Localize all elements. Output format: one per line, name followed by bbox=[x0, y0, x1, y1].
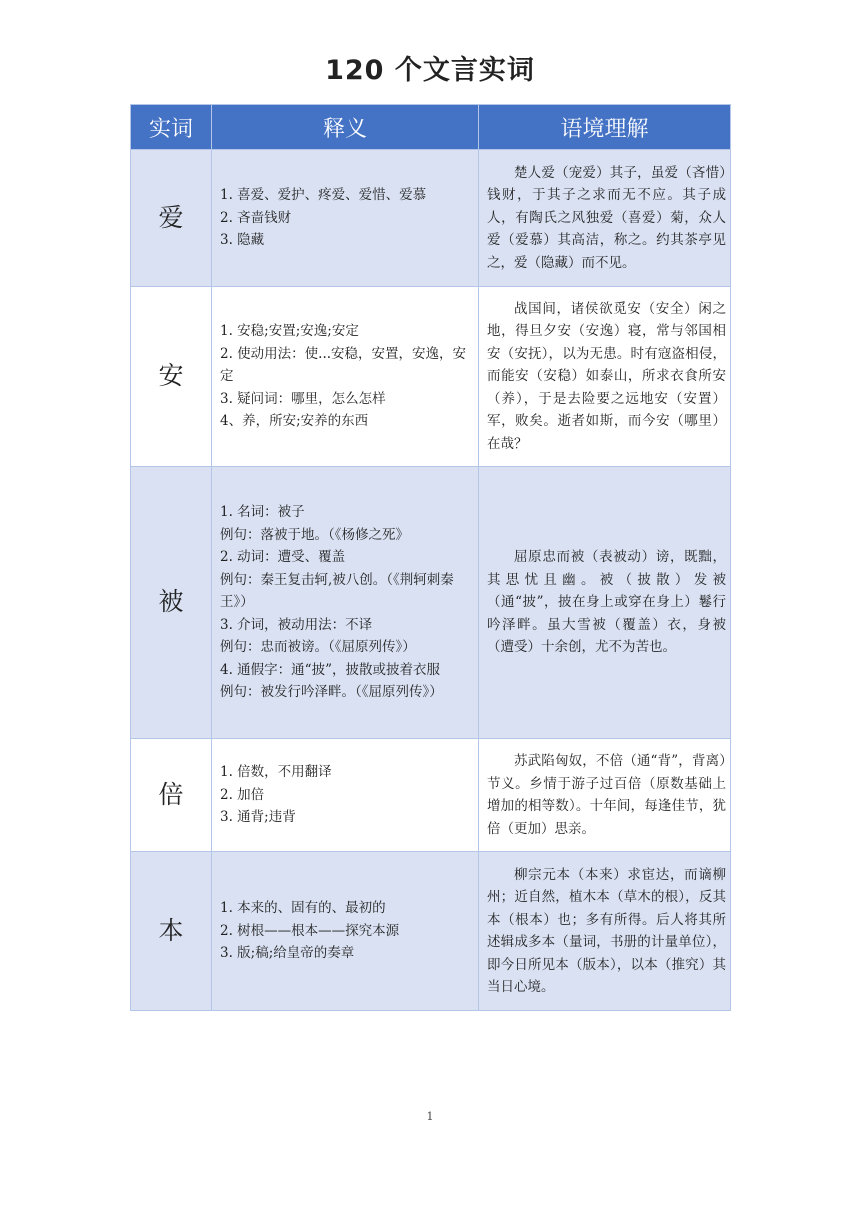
context-cell: 楚人爱（宠爱）其子，虽爱（吝惜）钱财，于其子之求而无不应。其子成人，有陶氏之风独爱（喜爱）菊，众人爱（爱慕）其高洁，称之。约其茶亭见之，爱（隐藏）而不见。 bbox=[479, 150, 731, 287]
meaning-line: 2. 使动用法：使...安稳，安置，安逸，安定 bbox=[220, 345, 467, 385]
meaning-cell bbox=[212, 739, 479, 852]
meaning-line: 3. 介词，被动用法：不译 bbox=[220, 616, 373, 633]
meaning-line: 例句：被发行吟泽畔。（《屈原列传》） bbox=[220, 684, 443, 701]
table-row bbox=[131, 287, 731, 467]
table-row bbox=[131, 467, 731, 739]
meaning-cell bbox=[212, 287, 479, 467]
table-row bbox=[131, 852, 731, 1011]
meaning-line: 1. 倍数，不用翻译 bbox=[220, 764, 332, 781]
table-header-row bbox=[131, 105, 731, 150]
meaning-cell bbox=[212, 852, 479, 1011]
meaning-line: 2. 动词：遭受、覆盖 bbox=[220, 549, 346, 566]
meaning-line: 2. 吝啬钱财 bbox=[220, 209, 292, 226]
header-context: 语境理解 bbox=[479, 105, 731, 150]
word-cell: 本 bbox=[131, 852, 212, 1011]
page-number: 1 bbox=[426, 1110, 434, 1123]
context-cell: 战国间，诸侯欲觅安（安全）闲之地，得旦夕安（安逸）寝，常与邻国相安（安抚），以为无患。时有寇盗相侵，而能安（安稳）如泰山，所求衣食所安（养），于是去险要之远地安（安置）军，败矣。逝者如斯，而今安（哪里）在哉？ bbox=[479, 287, 731, 467]
meaning-line: 1. 本来的、固有的、最初的 bbox=[220, 900, 386, 917]
word-cell: 被 bbox=[131, 467, 212, 739]
meaning-line: 例句：落被于地。（《杨修之死》 bbox=[220, 526, 409, 543]
meaning-line: 1. 名词：被子 bbox=[220, 504, 305, 521]
meaning-line: 4. 通假字：通“披”，披散或披着衣服 bbox=[220, 661, 440, 678]
meaning-line: 4、养，所安;安养的东西 bbox=[220, 413, 369, 430]
meaning-cell bbox=[212, 467, 479, 739]
word-cell: 倍 bbox=[131, 739, 212, 852]
meaning-cell bbox=[212, 150, 479, 287]
meaning-line: 3. 隐藏 bbox=[220, 232, 265, 249]
context-cell: 柳宗元本（本来）求宦达，而谪柳州；近自然，植木本（草木的根），反其本（根本）也；多有所得。后人将其所述辑成多本（量词，书册的计量单位），即今日所见本（版本），以本（推究）其当日心境。 bbox=[479, 852, 731, 1011]
word-cell: 爱 bbox=[131, 150, 212, 287]
context-cell: 苏武陷匈奴，不倍（通“背”，背离）节义。乡情于游子过百倍（原数基础上增加的相等数）。十年间，每逢佳节，犹倍（更加）思亲。 bbox=[479, 739, 731, 852]
table-row bbox=[131, 150, 731, 287]
meaning-line: 2. 树根——根本——探究本源 bbox=[220, 922, 400, 939]
meaning-line: 3. 通背;违背 bbox=[220, 809, 296, 826]
meaning-line: 2. 加倍 bbox=[220, 786, 265, 803]
meaning-line: 例句：忠而被谤。（《屈原列传》） bbox=[220, 639, 416, 656]
word-cell: 安 bbox=[131, 287, 212, 467]
header-word: 实词 bbox=[131, 105, 212, 150]
meaning-line: 1. 喜爱、爱护、疼爱、爱惜、爱慕 bbox=[220, 187, 427, 204]
meaning-line: 3. 版;稿;给皇帝的奏章 bbox=[220, 945, 355, 962]
page-title: 120 个文言实词 bbox=[325, 55, 535, 86]
table-row bbox=[131, 739, 731, 852]
meaning-line: 1. 安稳;安置;安逸;安定 bbox=[220, 323, 359, 340]
vocab-table bbox=[130, 104, 731, 1011]
header-meaning: 释义 bbox=[212, 105, 479, 150]
meaning-line: 例句：秦王复击轲,被八创。（《荆轲刺秦王》） bbox=[220, 571, 454, 611]
meaning-line: 3. 疑问词：哪里，怎么怎样 bbox=[220, 390, 386, 407]
context-cell: 屈原忠而被（表被动）谤，既黜，其思忧且幽。被（披散）发被（通“披”，披在身上或穿在身上）鬈行吟泽畔。虽大雪被（覆盖）衣，身被（遭受）十余创，尤不为苦也。 bbox=[479, 467, 731, 739]
